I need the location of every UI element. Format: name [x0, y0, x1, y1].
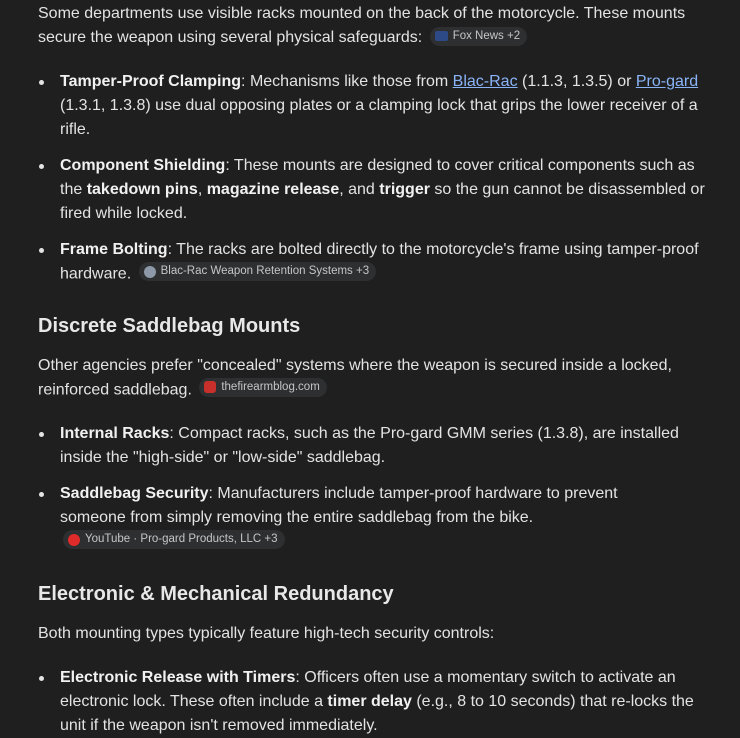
bullet-text: : The racks are bolted directly to the motorcycle's frame using tamper-proof hardware. — [60, 241, 699, 283]
intro-text: Some departments use visible racks mounted on the back of the motorcycle. These mounts secure the weapon using several physical safeguards: — [38, 5, 686, 46]
list-item — [38, 422, 712, 470]
bullet-text: : Mechanisms like those from — [241, 73, 453, 90]
blac-rac-link[interactable]: Blac-Rac — [452, 73, 518, 90]
fox-news-icon — [435, 31, 448, 41]
intro-paragraph — [38, 2, 712, 50]
blac-rac-icon — [144, 266, 156, 278]
section-intro — [38, 354, 712, 403]
bold-term: trigger — [379, 181, 430, 198]
list-item — [38, 238, 712, 287]
source-chip-label: Blac-Rac Weapon Retention Systems +3 — [160, 265, 370, 277]
saddlebag-list — [38, 422, 712, 555]
list-item — [38, 666, 712, 738]
bold-term: takedown pins — [86, 181, 198, 198]
bullet-text: : These mounts are designed to cover critical components such as the — [60, 157, 695, 198]
bold-term: magazine release — [206, 181, 340, 198]
bullet-title: Frame Bolting — [60, 241, 168, 258]
pro-gard-link[interactable]: Pro-gard — [635, 73, 699, 90]
source-chip-fox-news[interactable] — [430, 27, 527, 46]
source-chip-youtube[interactable] — [63, 530, 285, 549]
bullet-title: Electronic Release with Timers — [60, 668, 296, 686]
bold-term: timer delay — [327, 692, 412, 710]
bullet-text: : Manufacturers include tamper-proof hardware to prevent someone from simply removing the entire saddlebag from the bike. — [60, 485, 618, 526]
bullet-text: , and — [339, 181, 380, 198]
list-item — [38, 154, 712, 226]
section-intro: Both mounting types typically feature high-tech security controls: — [38, 624, 495, 642]
visible-racks-list — [38, 70, 712, 287]
source-chip-label: YouTube · Pro-gard Products, LLC +3 — [85, 533, 278, 545]
redundancy-list — [38, 666, 712, 738]
bullet-text: (e.g., 8 to 10 seconds) that re-locks the unit if the weapon isn't removed immediately. — [60, 692, 694, 734]
youtube-icon — [68, 534, 80, 546]
bullet-title: Saddlebag Security — [60, 485, 209, 502]
source-chip-blac-rac[interactable] — [139, 262, 377, 281]
bullet-title: Component Shielding — [60, 157, 226, 174]
section-heading: Electronic & Mechanical Redundancy — [38, 582, 394, 605]
bullet-text: : Compact racks, such as the Pro-gard GMM series (1.3.8), are installed inside the "high-side" or "low-side" saddlebag. — [60, 425, 679, 466]
thefirearmblog-icon — [204, 381, 216, 393]
bullet-text: , — [197, 181, 207, 198]
list-item — [38, 70, 712, 142]
section-heading: Discrete Saddlebag Mounts — [38, 314, 301, 337]
bullet-title: Internal Racks — [60, 425, 170, 442]
bullet-text: (1.1.3, 1.3.5) or — [517, 73, 636, 90]
source-chip-label: thefirearmblog.com — [221, 380, 320, 393]
bullet-text: so the gun cannot be disassembled or fired while locked. — [60, 181, 705, 222]
bullet-text: : Officers often use a momentary switch to activate an electronic lock. These often include a — [60, 668, 676, 710]
list-item — [38, 482, 712, 555]
bullet-title: Tamper-Proof Clamping — [60, 73, 242, 90]
bullet-text: (1.3.1, 1.3.8) use dual opposing plates or a clamping lock that grips the lower receiver of a rifle. — [60, 97, 698, 138]
source-chip-label: Fox News +2 — [452, 29, 521, 42]
source-chip-thefirearmblog[interactable] — [199, 378, 326, 397]
section-intro-text: Other agencies prefer "concealed" systems where the weapon is secured inside a locked, reinforced saddlebag. — [38, 356, 672, 398]
